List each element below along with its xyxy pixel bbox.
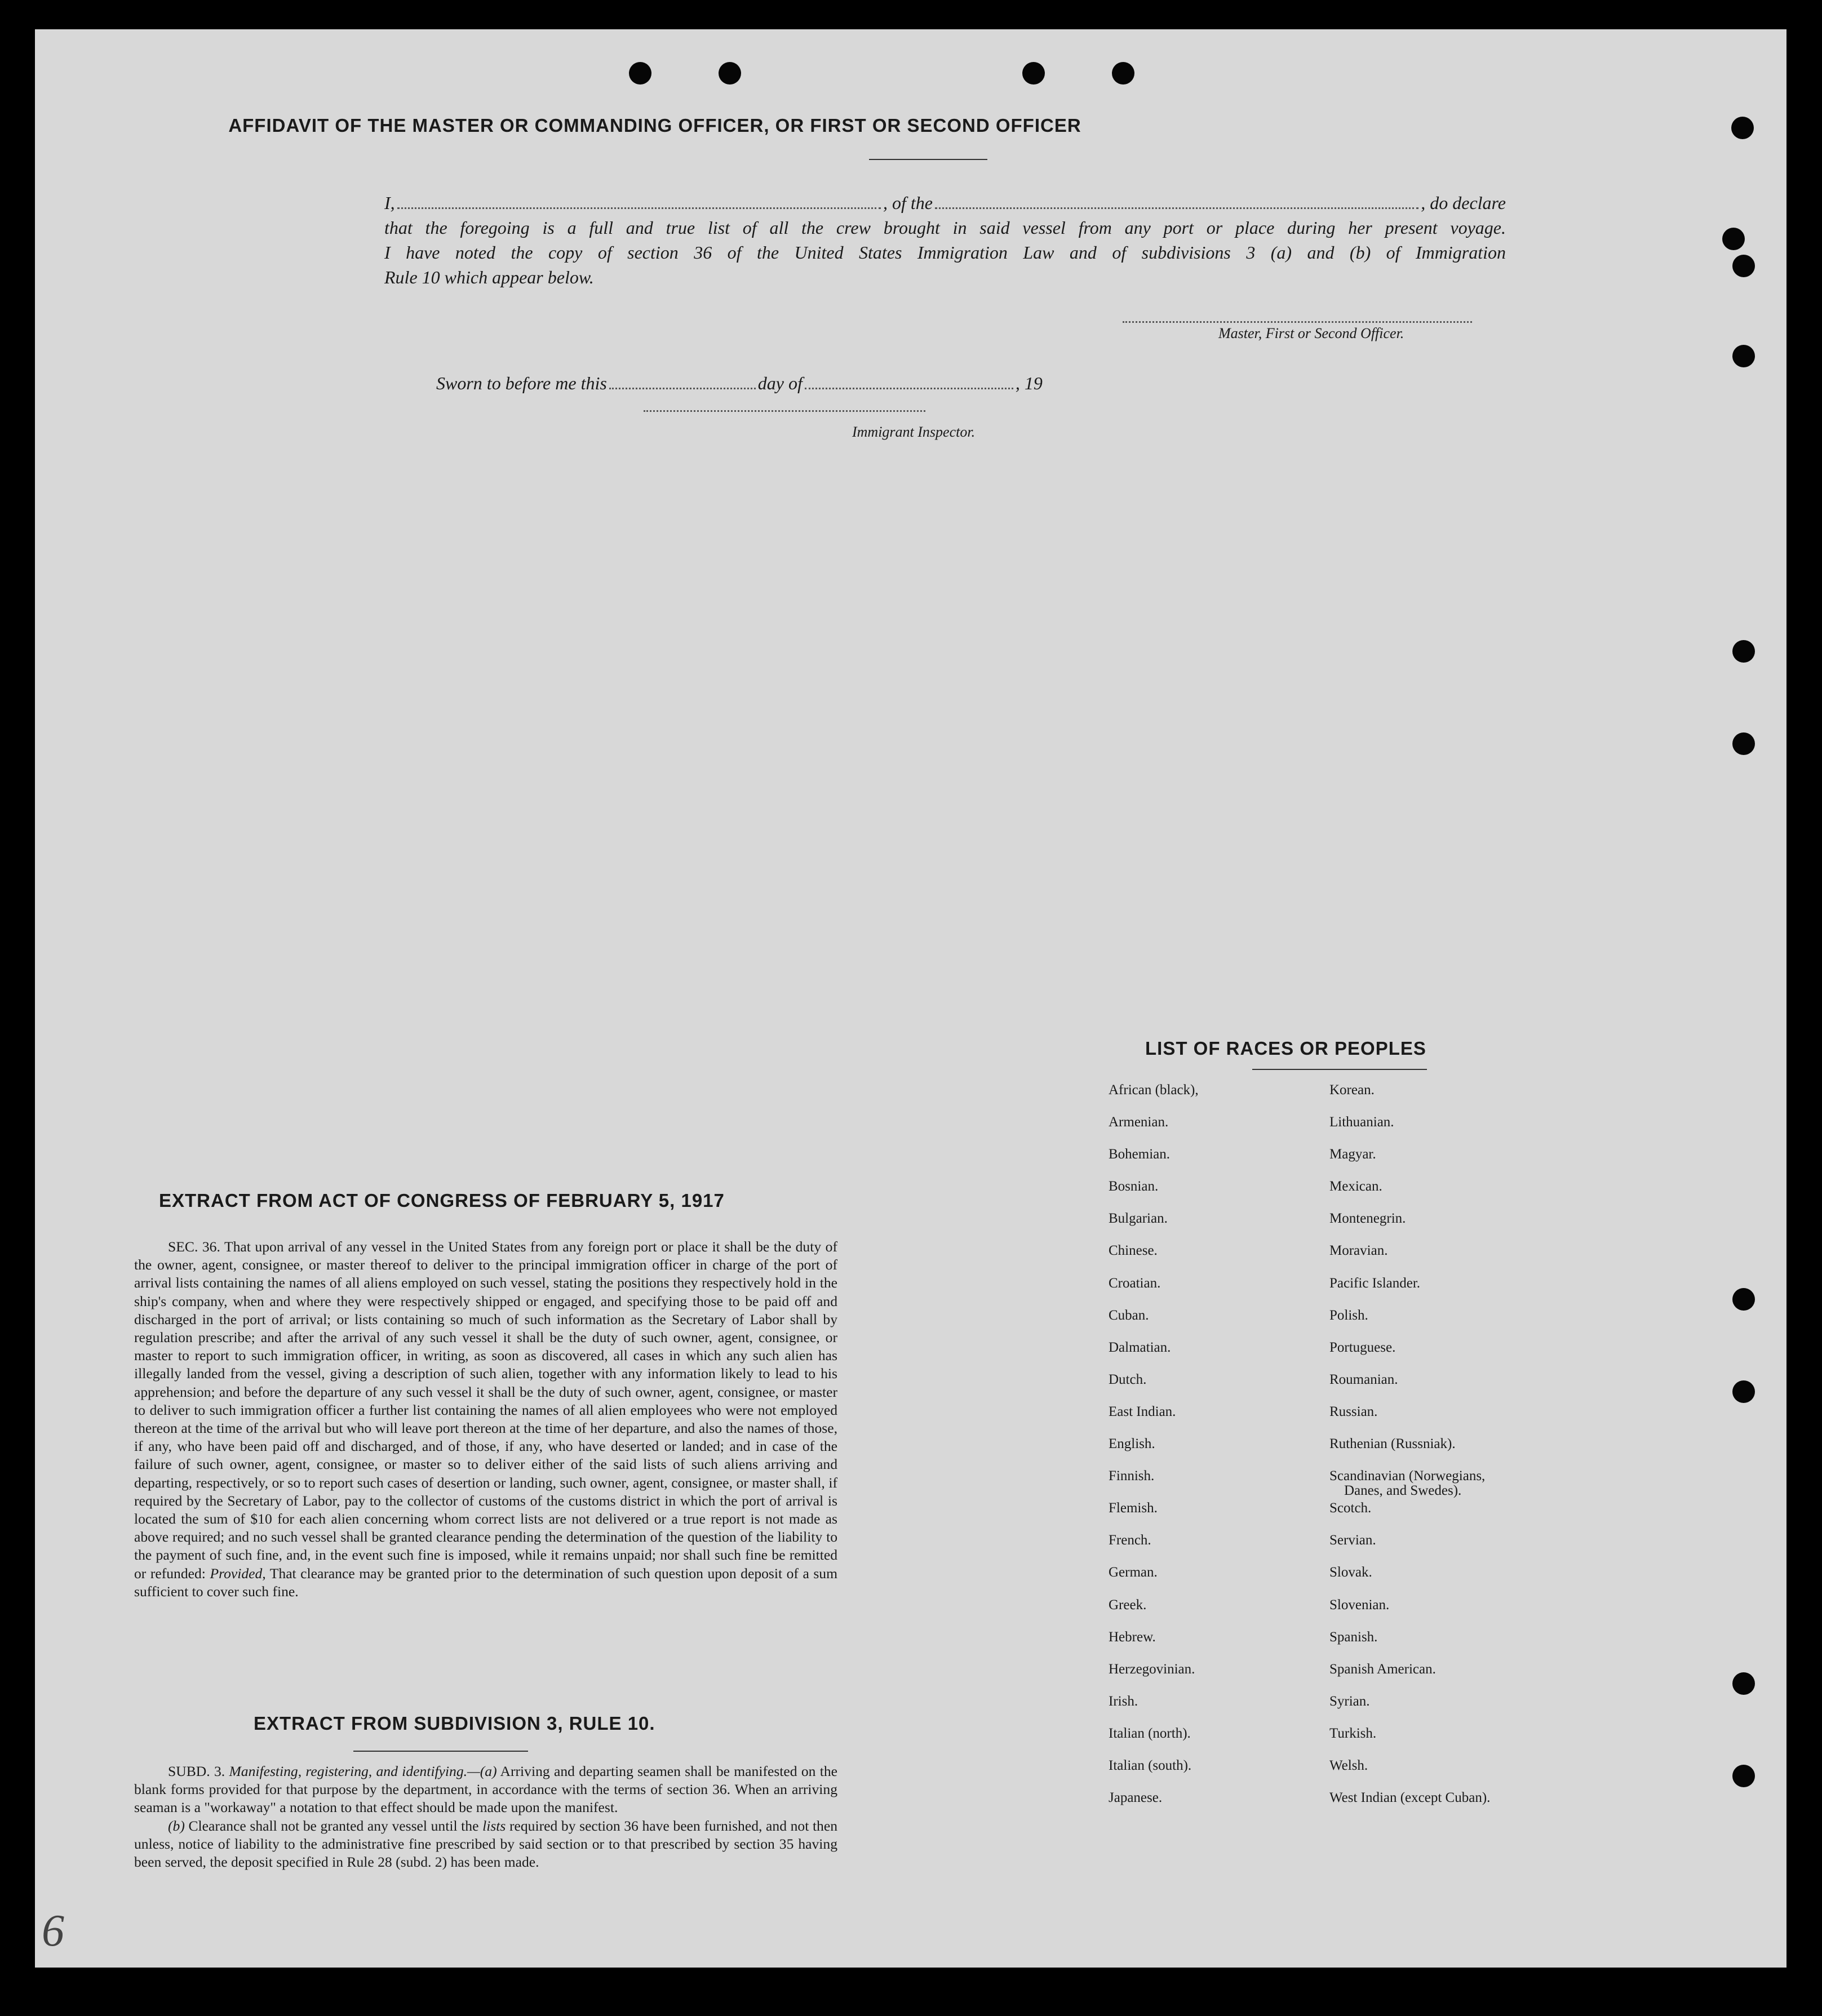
race-item: Japanese. bbox=[1109, 1790, 1163, 1806]
punch-hole bbox=[1732, 1672, 1755, 1695]
subdivision-para-b bbox=[134, 1817, 837, 1872]
race-item-label: Scotch. bbox=[1329, 1500, 1372, 1516]
race-item: Hebrew. bbox=[1109, 1629, 1156, 1645]
punch-hole bbox=[1731, 117, 1754, 139]
race-item: English. bbox=[1109, 1436, 1155, 1452]
race-item-label: Turkish. bbox=[1329, 1725, 1377, 1741]
race-item: Herzegovinian. bbox=[1109, 1661, 1195, 1677]
race-item bbox=[1329, 1404, 1490, 1436]
day-blank bbox=[609, 372, 756, 389]
declaration-i: I, bbox=[384, 193, 395, 213]
master-label: Master, First or Second Officer. bbox=[1218, 325, 1404, 341]
punch-hole bbox=[1732, 1288, 1755, 1311]
section-36-body: SEC. 36. That upon arrival of any vessel in the United States from any foreign port or place it shall be the duty of the owner, agent, consignee, or master thereof to deliver to the principal immigration officer in charge of the port of arrival lists containing the names of all aliens employed on such vessel, stating the positions they respectively hold in the ship's company, when and where they were respectively shipped or engaged, and specifying those to be paid off and discharged in the port of arrival; or lists containing so much of such information as the Secretary of Labor shall by regulation prescribe; and after the arrival of any such vessel it shall be the duty of such owner, agent, consignee, or master to report to such immigration officer, in writing, as soon as discovered, all cases in which any such alien has illegally landed from the vessel, giving a description of such alien, together with any information likely to lead to his apprehension; and before the departure of any such vessel it shall be the duty of such owner, agent, consignee, or master to deliver to such immigration officer a further list containing the names of all alien employees who were not employed thereon at the time of the arrival but who will leave port thereon at the time of her departure, and also the names of those, if any, who have been paid off and discharged, and of those, if any, who have deserted or landed; and in case of the failure of such owner, agent, consignee, or master so to deliver either of the said lists of such aliens arriving and departing, respectively, or so to report such cases of desertion or landing, such owner, agent, consignee, or master shall, if required by the Secretary of Labor, pay to the collector of customs of the customs district in which the port of arrival is located the sum of $10 for each alien concerning whom correct lists are not delivered or a true report is not made as above required; and no such vessel shall be granted clearance pending the determination of the question of the liability to the payment of such fine, and, in the event such fine is imposed, while it remains unpaid; nor shall such fine be remitted or refunded: bbox=[134, 1238, 837, 1582]
declaration-line: I have noted the copy of section 36 of the United States Immigration Law and of subdivisions 3 (a) and (b) of Immigration bbox=[384, 242, 1506, 263]
punch-hole bbox=[1732, 345, 1755, 367]
inspector-label: Immigrant Inspector. bbox=[852, 424, 976, 440]
race-item bbox=[1329, 1436, 1490, 1468]
races-column-left bbox=[1109, 1082, 1199, 1822]
para-a-text: Arriving and departing seamen shall be manifested on the blank forms provided for that purpose by the department, in accordance with the terms of section 36. When an arriving seaman is a "workaway" a notation to that effect should be made upon the manifest. bbox=[134, 1763, 837, 1816]
punch-hole bbox=[629, 62, 651, 85]
punch-hole bbox=[1732, 1380, 1755, 1403]
race-item-label: West Indian (except Cuban). bbox=[1329, 1790, 1491, 1806]
act-extract-title: EXTRACT FROM ACT OF CONGRESS OF FEBRUARY 5, 1917 bbox=[159, 1190, 725, 1211]
race-item: Chinese. bbox=[1109, 1243, 1158, 1259]
races-title: LIST OF RACES OR PEOPLES bbox=[1145, 1038, 1426, 1059]
race-item: Italian (south). bbox=[1109, 1757, 1192, 1773]
race-item bbox=[1329, 1629, 1490, 1661]
sworn-line bbox=[436, 372, 1043, 394]
race-item bbox=[1329, 1114, 1490, 1146]
race-item bbox=[1329, 1082, 1490, 1114]
rule-extract-title: EXTRACT FROM SUBDIVISION 3, RULE 10. bbox=[254, 1713, 655, 1734]
race-item-label: Magyar. bbox=[1329, 1147, 1376, 1162]
race-item-label: Montenegrin. bbox=[1329, 1211, 1406, 1227]
declaration-line: Rule 10 which appear below. bbox=[384, 267, 594, 287]
race-item: Bulgarian. bbox=[1109, 1211, 1168, 1227]
punch-hole bbox=[1112, 62, 1134, 85]
race-item-label: Spanish American. bbox=[1329, 1661, 1436, 1677]
para-b-text-2: required by section 36 have been furnished, and not then unless, notice of liability to the administrative fine prescribed by said section or to that prescribed by section 35 having been served, the deposit specified in Rule 28 (subd. 2) has been made. bbox=[134, 1817, 838, 1871]
race-item-label: Lithuanian. bbox=[1329, 1114, 1394, 1130]
race-item-label: Slovak. bbox=[1329, 1565, 1372, 1580]
race-item: German. bbox=[1109, 1565, 1158, 1580]
race-item bbox=[1329, 1725, 1490, 1757]
declaration-line: that the foregoing is a full and true list of all the crew brought in said vessel from any port or place during her present voyage. bbox=[384, 217, 1506, 238]
master-signature-line bbox=[1123, 321, 1472, 323]
race-item: Finnish. bbox=[1109, 1468, 1155, 1484]
race-item bbox=[1329, 1339, 1490, 1371]
race-item: Dalmatian. bbox=[1109, 1339, 1171, 1355]
race-item bbox=[1329, 1275, 1490, 1307]
para-b-mark: (b) bbox=[168, 1817, 185, 1834]
inspector-signature-line bbox=[644, 410, 925, 412]
proviso-label: Provided, bbox=[210, 1565, 266, 1582]
race-item-label: Welsh. bbox=[1329, 1757, 1368, 1773]
para-b-lists: lists bbox=[482, 1817, 506, 1834]
race-item bbox=[1329, 1371, 1490, 1404]
subdivision-para-a bbox=[134, 1762, 837, 1817]
race-item-label: Polish. bbox=[1329, 1307, 1368, 1323]
name-blank bbox=[397, 190, 881, 209]
race-item bbox=[1329, 1789, 1490, 1822]
race-item-label: Syrian. bbox=[1329, 1693, 1370, 1709]
punch-hole bbox=[1732, 255, 1755, 277]
race-item-label: Moravian. bbox=[1329, 1243, 1388, 1259]
race-item bbox=[1329, 1757, 1490, 1789]
race-item: Bohemian. bbox=[1109, 1147, 1171, 1162]
rule-title-underline bbox=[353, 1751, 528, 1752]
races-title-underline bbox=[1252, 1069, 1427, 1070]
race-item bbox=[1329, 1532, 1490, 1564]
declaration-do-declare: , do declare bbox=[1421, 193, 1506, 213]
para-a-mark: —(a) bbox=[467, 1763, 497, 1779]
vessel-blank bbox=[935, 190, 1418, 209]
race-item bbox=[1329, 1468, 1490, 1500]
sworn-year: , 19 bbox=[1015, 373, 1043, 393]
race-item: African (black), bbox=[1109, 1082, 1199, 1098]
race-item: Flemish. bbox=[1109, 1500, 1158, 1516]
affidavit-title: AFFIDAVIT OF THE MASTER OR COMMANDING OFFICER, OR FIRST OR SECOND OFFICER bbox=[228, 115, 1081, 136]
subd-heading: Manifesting, registering, and identifying. bbox=[229, 1763, 468, 1779]
race-item: Dutch. bbox=[1109, 1371, 1147, 1387]
race-item bbox=[1329, 1500, 1490, 1532]
race-item: Armenian. bbox=[1109, 1114, 1169, 1130]
section-36-text bbox=[134, 1238, 837, 1601]
race-item bbox=[1329, 1307, 1490, 1339]
race-item: Cuban. bbox=[1109, 1307, 1149, 1323]
declaration-of-the: , of the bbox=[883, 193, 933, 213]
race-item: Croatian. bbox=[1109, 1275, 1161, 1291]
races-column-right bbox=[1329, 1082, 1490, 1822]
punch-hole bbox=[719, 62, 741, 85]
race-item-label: Scandinavian (Norwegians, bbox=[1329, 1468, 1486, 1484]
race-item-label: Portuguese. bbox=[1329, 1339, 1396, 1355]
sworn-day-of: day of bbox=[757, 373, 803, 393]
race-item-label: Ruthenian (Russniak). bbox=[1329, 1436, 1456, 1452]
race-item-label: Spanish. bbox=[1329, 1629, 1378, 1645]
race-item bbox=[1329, 1693, 1490, 1725]
race-item: East Indian. bbox=[1109, 1404, 1176, 1419]
para-b-text-1: Clearance shall not be granted any vessel until the bbox=[188, 1817, 479, 1834]
race-item bbox=[1329, 1564, 1490, 1596]
race-item-label: Russian. bbox=[1329, 1404, 1378, 1419]
race-item-label: Roumanian. bbox=[1329, 1371, 1398, 1387]
title-underline bbox=[869, 159, 987, 160]
race-item: French. bbox=[1109, 1533, 1151, 1548]
race-item-continuation: Danes, and Swedes). bbox=[1344, 1483, 1462, 1499]
race-item bbox=[1329, 1146, 1490, 1178]
month-blank bbox=[805, 372, 1013, 389]
race-item-label: Servian. bbox=[1329, 1533, 1376, 1548]
subd-label: SUBD. 3. bbox=[168, 1763, 225, 1779]
race-item-label: Pacific Islander. bbox=[1329, 1275, 1421, 1291]
race-item-label: Mexican. bbox=[1329, 1179, 1382, 1194]
race-item-label: Slovenian. bbox=[1329, 1597, 1390, 1613]
race-item bbox=[1329, 1597, 1490, 1629]
document-page bbox=[35, 29, 1786, 1968]
punch-hole bbox=[1732, 1765, 1755, 1787]
affidavit-declaration bbox=[384, 190, 1506, 290]
sworn-text: Sworn to before me this bbox=[436, 373, 607, 393]
race-item: Irish. bbox=[1109, 1693, 1138, 1709]
punch-hole bbox=[1732, 640, 1755, 663]
race-item bbox=[1329, 1178, 1490, 1210]
race-item: Italian (north). bbox=[1109, 1725, 1191, 1741]
subdivision-3-text bbox=[134, 1762, 837, 1871]
race-item: Greek. bbox=[1109, 1597, 1147, 1613]
punch-hole bbox=[1732, 732, 1755, 755]
race-item-label: Korean. bbox=[1329, 1082, 1375, 1098]
punch-hole bbox=[1022, 62, 1045, 85]
race-item bbox=[1329, 1661, 1490, 1693]
handwritten-page-number: 6 bbox=[42, 1906, 64, 1956]
race-item bbox=[1329, 1242, 1490, 1275]
proviso-text: That clearance may be granted prior to the determination of such question upon deposit of a sum sufficient to cover such fine. bbox=[134, 1565, 837, 1600]
punch-hole bbox=[1722, 228, 1745, 250]
race-item: Bosnian. bbox=[1109, 1179, 1159, 1194]
race-item bbox=[1329, 1210, 1490, 1242]
